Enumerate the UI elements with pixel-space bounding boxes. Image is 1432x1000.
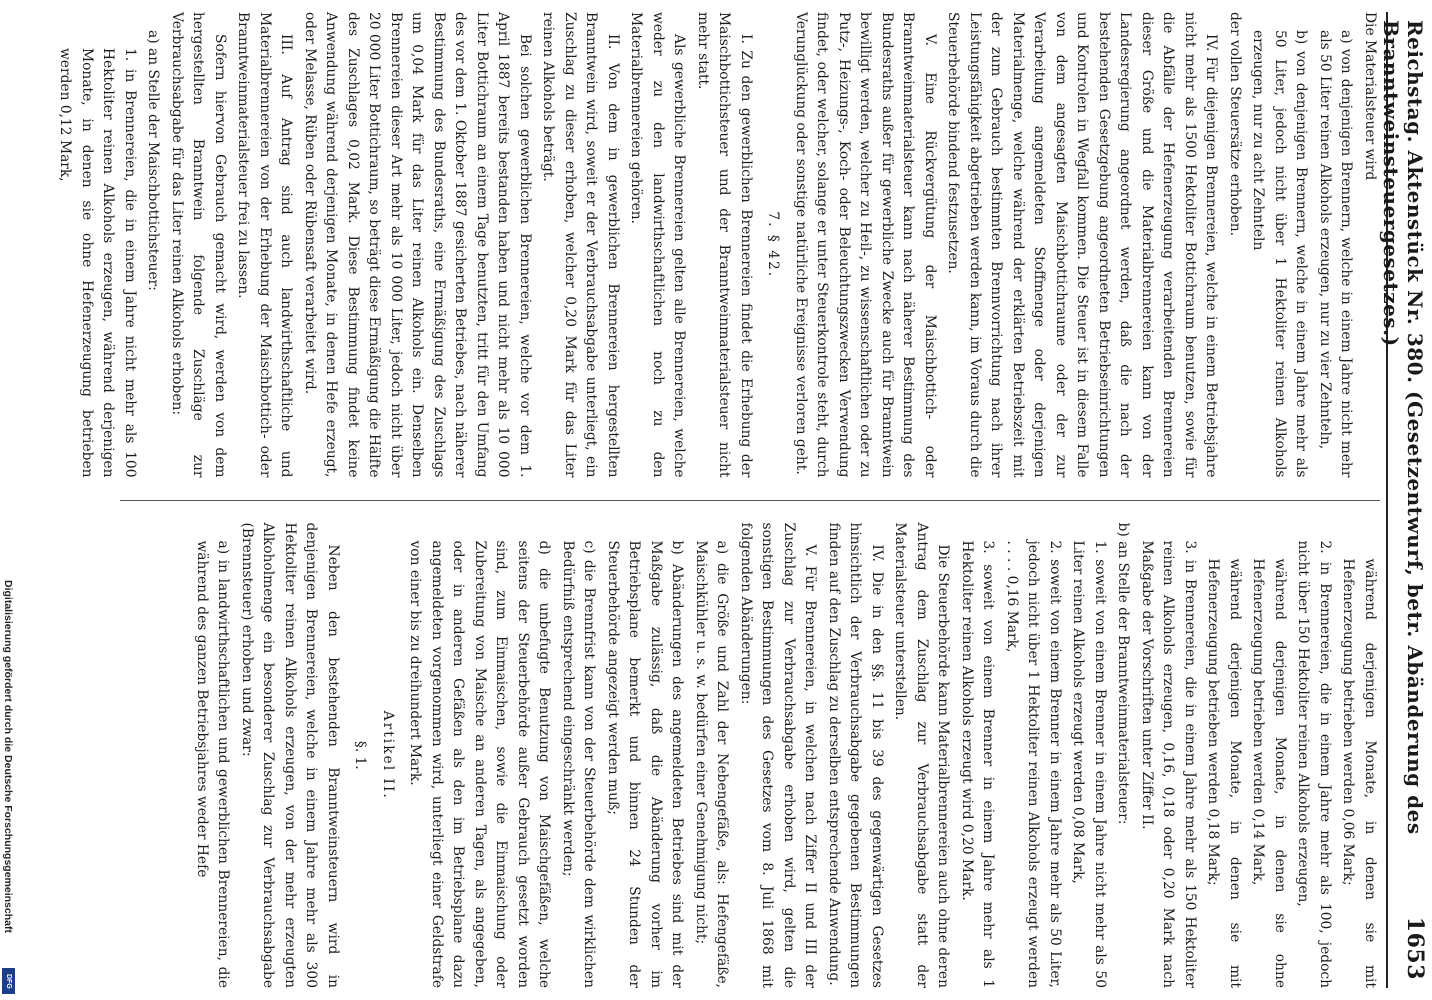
paragraph: 2. in Brennereien, die in einem Jahre mehr als 100, jedoch nicht über 150 Hektoliter reinen Alkohols erzeugen,: [1295, 540, 1333, 988]
paragraph: a) in landwirthschaftlichen und gewerblichen Brennereien, die während des ganzen Betriebsjahres weder Hefe: [194, 540, 232, 988]
paragraph: Als gewerbliche Brennereien gelten alle Brennereien, welche weder zu den landwirthschaftlichen noch zu den Materialbrennereien gehören.: [628, 12, 688, 478]
paragraph: 1. in Brennereien, die in einem Jahre nicht mehr als 100 Hektoliter reinen Alkohols erzeugen, während derjenigen Monate, in denen sie ohne Hefenerzeugung betrieben werden 0,12 Mark,: [57, 48, 138, 478]
paragraph: I. Zu den gewerblichen Brennereien findet die Erhebung der Maischbottichsteuer und der Branntweinmaterialsteuer nicht mehr statt.: [695, 12, 754, 478]
page-number: 1653: [1402, 916, 1428, 980]
paragraph: a) von denjenigen Brennern, welche in einem Jahre nicht mehr als 50 Liter reinen Alkohols erzeugen, nur zu vier Zehnteln,: [1317, 30, 1355, 478]
paragraph: 3. soweit von einem Brenner in einem Jahre mehr als 1 Hektoliter reinen Alkohols erzeugt wird 0,20 Mark.: [959, 540, 997, 988]
left-column: [57, 12, 1380, 478]
paragraph: d) die unbefugte Benutzung von Maischgefäßen, welche seitens der Steuerbehörde außer Gebrauch gesetzt worden sind, zum Einmaischen, sowie die Einmaischung oder Zubereitung von Maische an anderen Tagen, als angegeben, oder in anderen Gefäßen als den im Betriebsplane dazu angemeldeten vorgenommen wird, unterliegt einer Geldstrafe von einer bis zu dreihundert Mark.: [407, 540, 553, 988]
paragraph: Die Materialsteuer wird: [1362, 12, 1378, 181]
paragraph: während derjenigen Monate, in denen sie mit Hefenerzeugung betrieben werden 0,18 Mark;: [1205, 558, 1243, 988]
paragraph: a) die Größe und Zahl der Nebengefäße, als: Hefengefäße, Maischkühler u. s. w. bedürfen einer Genehmigung nicht;: [693, 540, 731, 988]
paragraph: Die Steuerbehörde kann Materialbrennereien auch ohne deren Antrag dem Zuschlag zur Verbrauchsabgabe statt der Materialsteuer unterstellen.: [892, 522, 952, 988]
paragraph: b) Abänderungen des angemeldeten Betriebes sind mit der Maßgabe zulässig, daß die Abänderung vorher im Betriebsplane bemerkt und binnen 24 Stunden der Steuerbehörde angezeigt werden muß;: [605, 540, 686, 988]
paragraph: b) an Stelle der Branntweinmaterialsteuer:: [1115, 522, 1132, 825]
paragraph: III. Auf Antrag sind auch landwirthschaftliche und Materialbrennereien von der Erhebung der Maischbottich- oder Branntweinmaterialsteuer frei zu lassen.: [235, 12, 295, 478]
paragraph: während derjenigen Monate, in denen sie ohne Hefenerzeugung betrieben werden 0,14 Mark,: [1250, 558, 1288, 988]
paragraph: b) von denjenigen Brennern, welche in einem Jahre mehr als 50 Liter, jedoch nicht über 1 Hektoliter reinen Alkohols erzeugen, nur zu acht Zehnteln: [1250, 30, 1310, 478]
text-columns: [57, 12, 1380, 988]
header-title: Reichstag. Aktenstück Nr. 380. (Gesetzentwurf, betr. Abänderung des Branntweinsteuergesetzes.): [1379, 20, 1427, 835]
paragraph: während derjenigen Monate, in denen sie mit Hefenerzeugung betrieben werden 0,06 Mark;: [1340, 558, 1378, 988]
paragraph: Neben den bestehenden Branntweinsteuern wird in denjenigen Brennereien, welche in einem Jahre mehr als 300 Hektoliter reinen Alkohols erzeugen, von der mehr erzeugten Alkoholmenge ein besonderer Zuschlag zur Verbrauchsabgabe (Brennsteuer) erhoben und zwar:: [239, 522, 341, 988]
paragraph: c) die Brennfrist kann von der Steuerbehörde dem wirklichen Bedürfniß entsprechend eingeschränkt werden;: [560, 540, 598, 988]
paragraph: 1. soweit von einem Brenner in einem Jahre nicht mehr als 50 Liter reinen Alkohols erzeugt werden 0,08 Mark,: [1070, 540, 1108, 988]
column-divider: [120, 500, 1380, 501]
section-heading: §. 1.: [352, 740, 369, 770]
paragraph: 2. soweit von einem Brenner in einem Jahre mehr als 50 Liter, jedoch nicht über 1 Hektoliter reinen Alkohols erzeugt werden . . . . 0,16 Mark,: [1004, 540, 1063, 988]
paragraph: IV. Die in den §§. 11 bis 39 des gegenwärtigen Gesetzes hinsichtlich der Verbrauchsabgabe gegebenen Bestimmungen finden auf den Zuschlag zu derselben entsprechende Anwendung.: [826, 522, 885, 988]
paragraph: II. Von dem in gewerblichen Brennereien hergestellten Branntwein wird, soweit er der Verbrauchsabgabe unterliegt, ein Zuschlag zu dieser erhoben, welcher 0,20 Mark für das Liter reinen Alkohols beträgt.: [540, 12, 621, 478]
paragraph: 3. in Brennereien, die in einem Jahre mehr als 150 Hektoliter reinen Alkohols erzeugen, 0,16, 0,18 oder 0,20 Mark nach Maßgabe der Vorschriften unter Ziffer II.: [1139, 540, 1198, 988]
dfg-side-note: [0, 572, 16, 1000]
paragraph: V. Eine Rückvergütung der Maischbottich- oder Branntweinmaterialsteuer kann nach näherer Bestimmung des Bundesraths außer für gewerbliche Zwecke auch für Branntwein bewilligt werden, welcher zu Heil-, zu wissenschaftlichen oder zu Putz-, Heizungs-, Koch- oder Beleuchtungszwecken Verwendung findet, oder welcher, solange er unter Steuerkontrole steht, durch Verunglückung oder sonstige natürliche Ereignisse verloren geht.: [793, 12, 938, 478]
paragraph: V. Für Brennereien, in welchen nach Ziffer II und III der Zuschlag zur Verbrauchsabgabe erhoben wird, gelten die sonstigen Bestimmungen des Gesetzes vom 8. Juli 1868 mit folgenden Abänderungen:: [738, 522, 819, 988]
paragraph: a) an Stelle der Maischbottichsteuer:: [145, 30, 162, 291]
paragraph: IV. Für diejenigen Brennereien, welche in einem Betriebsjahre nicht mehr als 1500 Hektoliter Bottichraum benutzen, sowie für die Abfälle der Hefenerzeugung verarbeitenden Brennereien dieser Größe und die Materialbrennereien kann von der Landesregierung angeordnet werden, daß die nach der bestehenden Gesetzgebung angeordneten Betriebseinrichtungen und Kontrolen in Wegfall kommen. Die Steuer ist in diesem Falle von dem angesagten Maischbottichraume oder der zur Verarbeitung angemeldeten Stoffmenge oder derjenigen Materialmenge, welche während der erklärten Betriebszeit mit der zum Gebrauch bestimmten Brennvorrichtung nach ihrer Leistungsfähigkeit abgetrieben werden kann, im Voraus durch die Steuerbehörde bindend festzusetzen.: [945, 12, 1220, 478]
section-heading: 7. § 42.: [765, 211, 782, 279]
dfg-logo: DFG: [2, 968, 15, 994]
right-column: [120, 523, 1380, 989]
page-header: [1379, 12, 1428, 988]
paragraph: der vollen Steuersätze erhoben.: [1227, 12, 1243, 237]
paragraph: Sofern hiervon Gebrauch gemacht wird, werden von dem hergestellten Branntwein folgende Zuschläge zur Verbrauchsabgabe für das Liter reinen Alkohols erhoben:: [169, 12, 228, 478]
paragraph: Bei solchen gewerblichen Brennereien, welche vor dem 1. April 1887 bereits bestanden haben und nicht mehr als 10 000 Liter Bottichraum an einem Tage benutzten, tritt für den Umfang des vor dem 1. Oktober 1887 gesicherten Betriebes, nach näherer Bestimmung des Bundesraths, eine Ermäßigung des Zuschlags um 0,04 Mark für das Liter reinen Alkohols ein. Denselben Brennereien dieser Art mehr als 10 000 Liter, jedoch nicht über 20 000 Liter Bottichraum, so beträgt diese Ermäßigung die Hälfte des Zuschlages 0,02 Mark. Diese Bestimmung findet keine Anwendung während derjenigen Monate, in denen Hefe erzeugt, oder Melasse, Rüben oder Rübensaft verarbeitet wird.: [302, 12, 533, 478]
article-heading: Artikel II.: [380, 710, 396, 800]
dfg-note-text: Digitalisierung gefördert durch die Deutsche Forschungsgemeinschaft: [2, 580, 14, 933]
